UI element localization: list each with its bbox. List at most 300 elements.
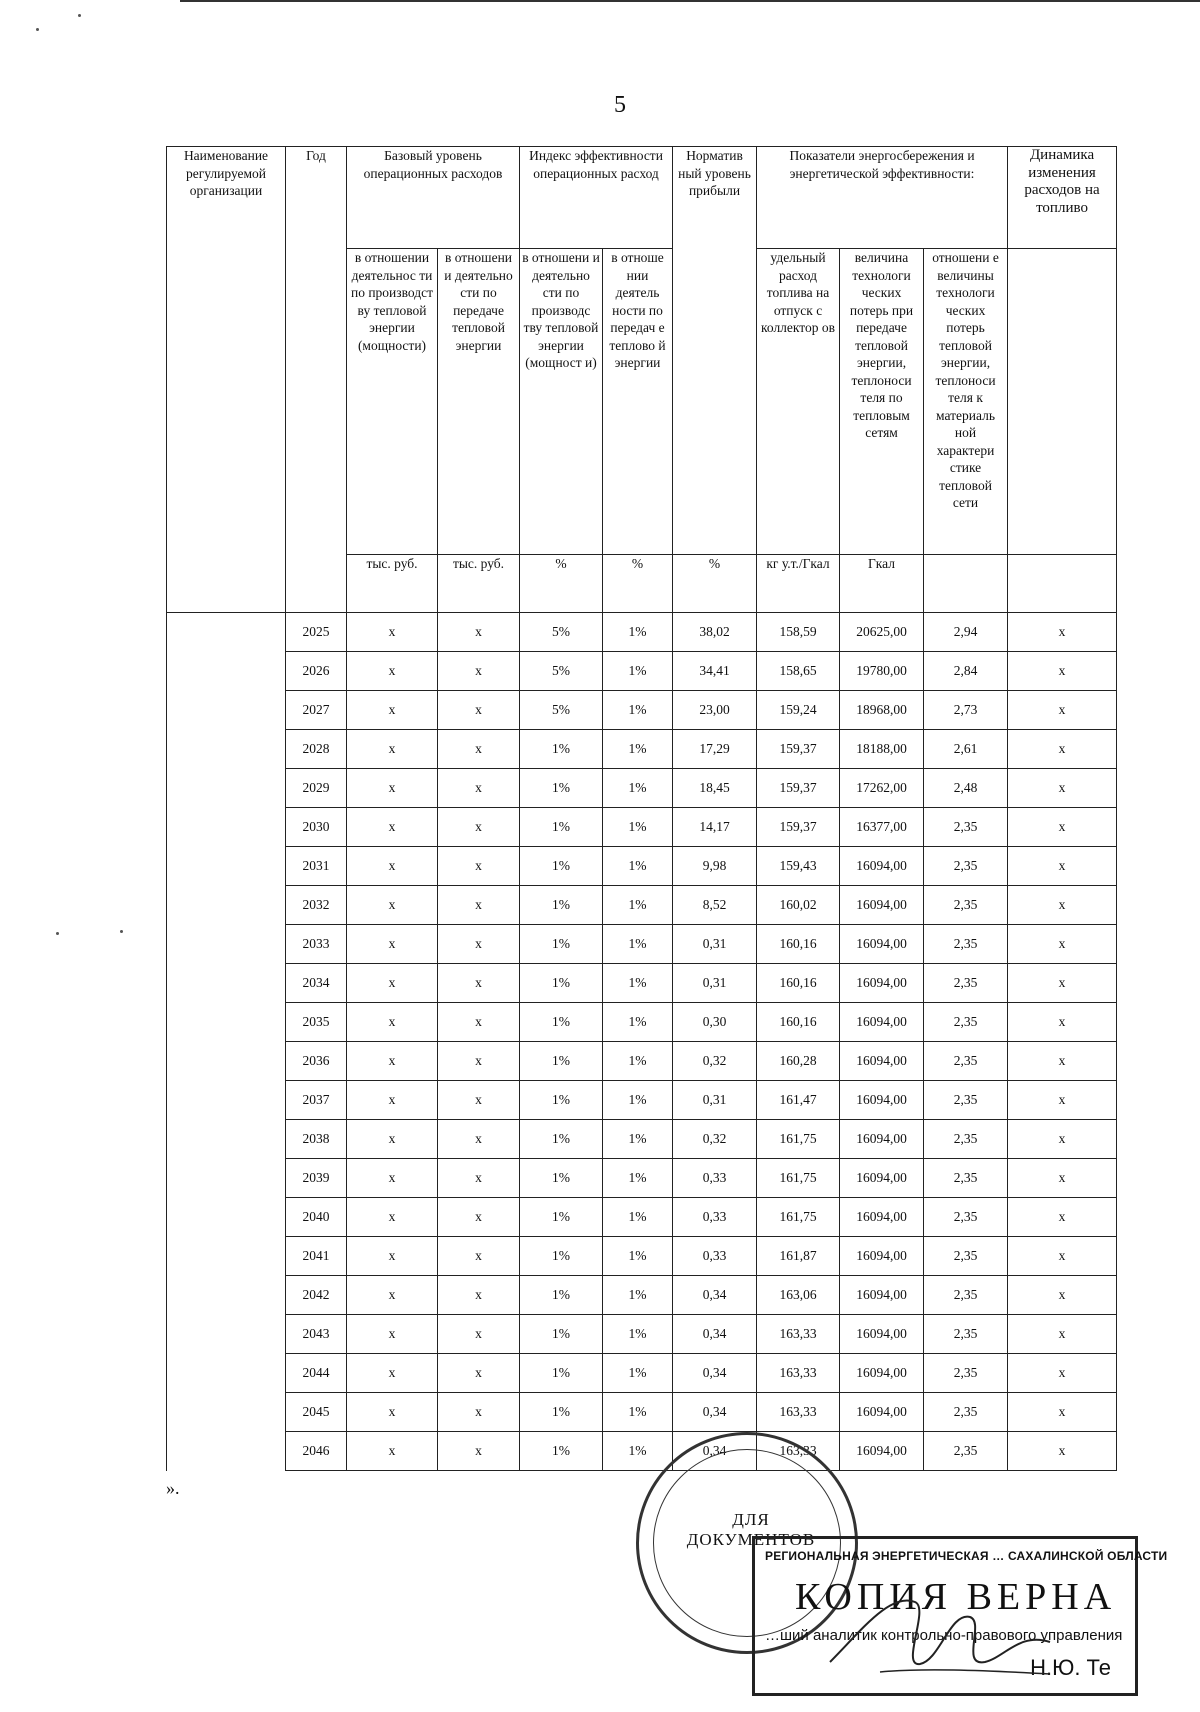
cell-c3: 1%	[520, 1081, 603, 1120]
cell-c8: 2,48	[924, 769, 1008, 808]
cell-c4: 1%	[603, 1120, 673, 1159]
cell-org	[167, 1276, 286, 1315]
cell-c2: x	[438, 1354, 520, 1393]
cell-c8: 2,35	[924, 1042, 1008, 1081]
cell-c4: 1%	[603, 613, 673, 652]
cell-c3: 1%	[520, 1159, 603, 1198]
unit-fuel-dynamics	[1008, 555, 1117, 613]
cell-c7: 20625,00	[840, 613, 924, 652]
cell-org	[167, 769, 286, 808]
stamp-title: КОПИЯ ВЕРНА	[795, 1576, 1117, 1618]
cell-c2: x	[438, 1393, 520, 1432]
cell-c2: x	[438, 1237, 520, 1276]
table-row	[167, 652, 1117, 691]
header-base-level: Базовый уровень операционных расходов	[347, 147, 520, 249]
header-fuel-dynamics: Динамика изменения расходов на топливо	[1008, 147, 1117, 249]
cell-c9: x	[1008, 1276, 1117, 1315]
cell-c8: 2,35	[924, 1432, 1008, 1471]
cell-c1: x	[347, 886, 438, 925]
cell-c2: x	[438, 1315, 520, 1354]
cell-c1: x	[347, 769, 438, 808]
cell-c3: 1%	[520, 925, 603, 964]
cell-c2: x	[438, 925, 520, 964]
cell-year: 2042	[286, 1276, 347, 1315]
scan-speck	[78, 14, 81, 17]
cell-c4: 1%	[603, 886, 673, 925]
table-row	[167, 1198, 1117, 1237]
scan-speck	[120, 930, 123, 933]
cell-org	[167, 925, 286, 964]
cell-year: 2033	[286, 925, 347, 964]
cell-c3: 1%	[520, 964, 603, 1003]
cell-org	[167, 1393, 286, 1432]
cell-c6: 160,28	[757, 1042, 840, 1081]
cell-c8: 2,35	[924, 808, 1008, 847]
table-row	[167, 847, 1117, 886]
cell-c9: x	[1008, 1081, 1117, 1120]
cell-c6: 161,75	[757, 1198, 840, 1237]
closing-quote: ».	[166, 1478, 180, 1498]
scan-edge-line	[180, 0, 1200, 2]
cell-org	[167, 1354, 286, 1393]
cell-c5: 0,34	[673, 1315, 757, 1354]
cell-c4: 1%	[603, 925, 673, 964]
cell-c6: 161,87	[757, 1237, 840, 1276]
cell-year: 2030	[286, 808, 347, 847]
unit-index-transfer: %	[603, 555, 673, 613]
cell-year: 2046	[286, 1432, 347, 1471]
table-row	[167, 964, 1117, 1003]
cell-c2: x	[438, 1081, 520, 1120]
cell-c7: 16094,00	[840, 847, 924, 886]
cell-c1: x	[347, 613, 438, 652]
cell-c4: 1%	[603, 1159, 673, 1198]
cell-c9: x	[1008, 1198, 1117, 1237]
cell-c2: x	[438, 730, 520, 769]
table-row	[167, 1432, 1117, 1471]
header-efficiency-index: Индекс эффективности операционных расход	[520, 147, 673, 249]
cell-c9: x	[1008, 730, 1117, 769]
cell-c8: 2,35	[924, 1276, 1008, 1315]
cell-c4: 1%	[603, 1237, 673, 1276]
cell-c3: 1%	[520, 1315, 603, 1354]
cell-c9: x	[1008, 964, 1117, 1003]
header-year: Год	[286, 147, 347, 613]
cell-c7: 16094,00	[840, 925, 924, 964]
cell-c9: x	[1008, 925, 1117, 964]
cell-c6: 160,16	[757, 925, 840, 964]
cell-year: 2034	[286, 964, 347, 1003]
cell-c8: 2,35	[924, 1081, 1008, 1120]
cell-c2: x	[438, 1003, 520, 1042]
table-body	[167, 613, 1117, 1471]
cell-c3: 1%	[520, 769, 603, 808]
cell-c5: 0,34	[673, 1276, 757, 1315]
cell-c1: x	[347, 964, 438, 1003]
header-specific-fuel: удельный расход топлива на отпуск с коллектор ов	[757, 249, 840, 555]
cell-c3: 1%	[520, 730, 603, 769]
cell-c5: 0,34	[673, 1393, 757, 1432]
cell-c9: x	[1008, 613, 1117, 652]
cell-c2: x	[438, 1198, 520, 1237]
cell-c1: x	[347, 925, 438, 964]
cell-c8: 2,35	[924, 964, 1008, 1003]
cell-c5: 17,29	[673, 730, 757, 769]
cell-c5: 23,00	[673, 691, 757, 730]
cell-org	[167, 964, 286, 1003]
cell-c4: 1%	[603, 847, 673, 886]
cell-org	[167, 1237, 286, 1276]
cell-c3: 1%	[520, 808, 603, 847]
table-row	[167, 1042, 1117, 1081]
cell-year: 2036	[286, 1042, 347, 1081]
cell-c7: 16094,00	[840, 1237, 924, 1276]
table-row	[167, 1003, 1117, 1042]
cell-c5: 0,31	[673, 964, 757, 1003]
cell-c4: 1%	[603, 691, 673, 730]
cell-c3: 1%	[520, 1237, 603, 1276]
unit-index-production: %	[520, 555, 603, 613]
header-loss-ratio: отношени е величины технологи ческих потерь тепловой энергии, теплоноси теля к материаль ной характери стике тепловой сети	[924, 249, 1008, 555]
cell-org	[167, 1081, 286, 1120]
cell-c7: 16094,00	[840, 1120, 924, 1159]
cell-c4: 1%	[603, 1003, 673, 1042]
header-org-name: Наименование регулируемой организации	[167, 147, 286, 613]
cell-c2: x	[438, 1042, 520, 1081]
cell-org	[167, 847, 286, 886]
cell-c1: x	[347, 1354, 438, 1393]
cell-org	[167, 808, 286, 847]
round-seal-center-text: ДЛЯ ДОКУМЕНТОВ	[686, 1510, 816, 1549]
cell-org	[167, 613, 286, 652]
cell-c6: 163,33	[757, 1354, 840, 1393]
cell-c9: x	[1008, 808, 1117, 847]
cell-year: 2045	[286, 1393, 347, 1432]
cell-c5: 0,34	[673, 1354, 757, 1393]
cell-c5: 14,17	[673, 808, 757, 847]
cell-year: 2039	[286, 1159, 347, 1198]
cell-c4: 1%	[603, 964, 673, 1003]
stamp-header: РЕГИОНАЛЬНАЯ ЭНЕРГЕТИЧЕСКАЯ … САХАЛИНСКОЙ ОБЛАСТИ	[765, 1549, 1168, 1563]
cell-c8: 2,73	[924, 691, 1008, 730]
cell-c8: 2,35	[924, 886, 1008, 925]
cell-c7: 18188,00	[840, 730, 924, 769]
table-row	[167, 691, 1117, 730]
cell-c1: x	[347, 1393, 438, 1432]
cell-c5: 0,33	[673, 1237, 757, 1276]
cell-c3: 1%	[520, 1120, 603, 1159]
cell-c6: 159,24	[757, 691, 840, 730]
cell-c8: 2,35	[924, 1003, 1008, 1042]
cell-c6: 159,43	[757, 847, 840, 886]
cell-c5: 0,34	[673, 1432, 757, 1471]
header-base-production: в отношении деятельнос ти по производст ву тепловой энергии (мощности)	[347, 249, 438, 555]
cell-c5: 8,52	[673, 886, 757, 925]
cell-c5: 38,02	[673, 613, 757, 652]
cell-c9: x	[1008, 1237, 1117, 1276]
cell-c1: x	[347, 691, 438, 730]
cell-org	[167, 1003, 286, 1042]
cell-c8: 2,35	[924, 925, 1008, 964]
header-energy-indicators: Показатели энергосбережения и энергетической эффективности:	[757, 147, 1008, 249]
cell-c4: 1%	[603, 1198, 673, 1237]
cell-c6: 161,75	[757, 1159, 840, 1198]
cell-year: 2028	[286, 730, 347, 769]
cell-c3: 1%	[520, 1354, 603, 1393]
cell-c1: x	[347, 847, 438, 886]
cell-c5: 18,45	[673, 769, 757, 808]
header-base-transfer: в отношени и деятельно сти по передаче тепловой энергии	[438, 249, 520, 555]
cell-c2: x	[438, 964, 520, 1003]
table-row	[167, 886, 1117, 925]
cell-c8: 2,35	[924, 847, 1008, 886]
cell-c7: 16377,00	[840, 808, 924, 847]
cell-c2: x	[438, 1432, 520, 1471]
cell-c8: 2,35	[924, 1393, 1008, 1432]
cell-c1: x	[347, 1237, 438, 1276]
cell-c8: 2,61	[924, 730, 1008, 769]
cell-year: 2026	[286, 652, 347, 691]
cell-c6: 161,75	[757, 1120, 840, 1159]
cell-c6: 160,02	[757, 886, 840, 925]
cell-c9: x	[1008, 691, 1117, 730]
cell-c1: x	[347, 1432, 438, 1471]
cell-c9: x	[1008, 1315, 1117, 1354]
cell-c6: 160,16	[757, 1003, 840, 1042]
cell-c7: 16094,00	[840, 886, 924, 925]
cell-c7: 16094,00	[840, 1393, 924, 1432]
cell-c8: 2,35	[924, 1237, 1008, 1276]
table-row	[167, 1354, 1117, 1393]
cell-c1: x	[347, 1315, 438, 1354]
cell-c5: 34,41	[673, 652, 757, 691]
cell-c9: x	[1008, 847, 1117, 886]
cell-org	[167, 652, 286, 691]
cell-c5: 0,33	[673, 1198, 757, 1237]
header-row-main	[167, 147, 1117, 249]
cell-year: 2031	[286, 847, 347, 886]
cell-c7: 16094,00	[840, 964, 924, 1003]
cell-c4: 1%	[603, 808, 673, 847]
table-row	[167, 1393, 1117, 1432]
table-row	[167, 1159, 1117, 1198]
cell-org	[167, 1042, 286, 1081]
cell-year: 2038	[286, 1120, 347, 1159]
cell-c2: x	[438, 652, 520, 691]
cell-c6: 163,33	[757, 1393, 840, 1432]
cell-org	[167, 1159, 286, 1198]
cell-c7: 17262,00	[840, 769, 924, 808]
cell-c4: 1%	[603, 1432, 673, 1471]
scan-speck	[56, 932, 59, 935]
cell-c3: 1%	[520, 1003, 603, 1042]
cell-c4: 1%	[603, 730, 673, 769]
table-row	[167, 808, 1117, 847]
cell-year: 2041	[286, 1237, 347, 1276]
cell-c4: 1%	[603, 1042, 673, 1081]
table-row	[167, 1315, 1117, 1354]
scan-speck	[36, 28, 39, 31]
cell-c8: 2,84	[924, 652, 1008, 691]
header-index-transfer: в отноше нии деятель ности по передач е теплово й энергии	[603, 249, 673, 555]
cell-year: 2029	[286, 769, 347, 808]
cell-c1: x	[347, 1042, 438, 1081]
cell-org	[167, 730, 286, 769]
cell-c1: x	[347, 1081, 438, 1120]
signature-icon	[820, 1572, 1060, 1682]
cell-c2: x	[438, 769, 520, 808]
cell-year: 2027	[286, 691, 347, 730]
cell-c4: 1%	[603, 1315, 673, 1354]
cell-c7: 16094,00	[840, 1081, 924, 1120]
cell-c1: x	[347, 1198, 438, 1237]
cell-c2: x	[438, 886, 520, 925]
cell-c8: 2,35	[924, 1159, 1008, 1198]
cell-c9: x	[1008, 652, 1117, 691]
cell-c5: 0,32	[673, 1042, 757, 1081]
header-tech-losses: величина технологи ческих потерь при передаче тепловой энергии, теплоноси теля по тепловым сетям	[840, 249, 924, 555]
cell-c3: 1%	[520, 847, 603, 886]
cell-c5: 9,98	[673, 847, 757, 886]
cell-year: 2037	[286, 1081, 347, 1120]
cell-c7: 19780,00	[840, 652, 924, 691]
unit-base-transfer: тыс. руб.	[438, 555, 520, 613]
cell-c7: 16094,00	[840, 1159, 924, 1198]
efficiency-table	[166, 146, 1117, 1471]
unit-normative-profit: %	[673, 555, 757, 613]
cell-year: 2035	[286, 1003, 347, 1042]
cell-c4: 1%	[603, 652, 673, 691]
cell-org	[167, 1120, 286, 1159]
cell-c9: x	[1008, 1432, 1117, 1471]
cell-c6: 163,33	[757, 1432, 840, 1471]
cell-c3: 1%	[520, 1276, 603, 1315]
cell-c6: 163,33	[757, 1315, 840, 1354]
cell-c2: x	[438, 1276, 520, 1315]
header-fuel-dynamics-sub	[1008, 249, 1117, 555]
unit-tech-losses: Гкал	[840, 555, 924, 613]
table-row	[167, 613, 1117, 652]
cell-c7: 16094,00	[840, 1276, 924, 1315]
unit-base-production: тыс. руб.	[347, 555, 438, 613]
cell-org	[167, 1198, 286, 1237]
cell-c7: 16094,00	[840, 1354, 924, 1393]
stamp-position: …ший аналитик контрольно-правового управления	[765, 1627, 1123, 1644]
cell-c8: 2,35	[924, 1354, 1008, 1393]
cell-c1: x	[347, 1120, 438, 1159]
cell-c6: 160,16	[757, 964, 840, 1003]
cell-c1: x	[347, 730, 438, 769]
cell-year: 2032	[286, 886, 347, 925]
cell-year: 2043	[286, 1315, 347, 1354]
cell-org	[167, 1315, 286, 1354]
cell-c1: x	[347, 1003, 438, 1042]
cell-c6: 158,65	[757, 652, 840, 691]
cell-year: 2040	[286, 1198, 347, 1237]
cell-c4: 1%	[603, 1276, 673, 1315]
cell-c3: 5%	[520, 691, 603, 730]
cell-c7: 16094,00	[840, 1198, 924, 1237]
cell-c7: 16094,00	[840, 1003, 924, 1042]
cell-c3: 1%	[520, 1042, 603, 1081]
header-normative-profit: Норматив ный уровень прибыли	[673, 147, 757, 555]
cell-c1: x	[347, 652, 438, 691]
cell-org	[167, 691, 286, 730]
cell-c9: x	[1008, 886, 1117, 925]
cell-c4: 1%	[603, 1081, 673, 1120]
cell-c3: 1%	[520, 1393, 603, 1432]
cell-c9: x	[1008, 1042, 1117, 1081]
cell-c5: 0,31	[673, 1081, 757, 1120]
table-row	[167, 1081, 1117, 1120]
cell-c4: 1%	[603, 1354, 673, 1393]
table-row	[167, 1237, 1117, 1276]
cell-c7: 16094,00	[840, 1042, 924, 1081]
cell-c3: 1%	[520, 886, 603, 925]
cell-c9: x	[1008, 769, 1117, 808]
cell-c2: x	[438, 691, 520, 730]
cell-org	[167, 1432, 286, 1471]
cell-c5: 0,31	[673, 925, 757, 964]
cell-c9: x	[1008, 1393, 1117, 1432]
cell-c9: x	[1008, 1159, 1117, 1198]
cell-c6: 161,47	[757, 1081, 840, 1120]
cell-org	[167, 886, 286, 925]
page-number: 5	[614, 92, 626, 118]
table-row	[167, 769, 1117, 808]
cell-c6: 159,37	[757, 769, 840, 808]
cell-year: 2044	[286, 1354, 347, 1393]
cell-c9: x	[1008, 1003, 1117, 1042]
cell-c8: 2,35	[924, 1120, 1008, 1159]
cell-c9: x	[1008, 1354, 1117, 1393]
cell-c3: 5%	[520, 613, 603, 652]
cell-c9: x	[1008, 1120, 1117, 1159]
cell-c1: x	[347, 808, 438, 847]
cell-c7: 16094,00	[840, 1432, 924, 1471]
cell-c5: 0,33	[673, 1159, 757, 1198]
cell-c6: 159,37	[757, 808, 840, 847]
table-row	[167, 1276, 1117, 1315]
cell-c6: 158,59	[757, 613, 840, 652]
cell-c5: 0,32	[673, 1120, 757, 1159]
stamp-name: Н.Ю. Те	[1030, 1655, 1111, 1680]
table-row	[167, 730, 1117, 769]
cell-c2: x	[438, 613, 520, 652]
cell-year: 2025	[286, 613, 347, 652]
unit-loss-ratio	[924, 555, 1008, 613]
cell-c8: 2,35	[924, 1315, 1008, 1354]
cell-c3: 5%	[520, 652, 603, 691]
cell-c2: x	[438, 808, 520, 847]
table-row	[167, 1120, 1117, 1159]
cell-c7: 16094,00	[840, 1315, 924, 1354]
cell-c2: x	[438, 1159, 520, 1198]
cell-c7: 18968,00	[840, 691, 924, 730]
header-index-production: в отношени и деятельно сти по производс тву тепловой энергии (мощност и)	[520, 249, 603, 555]
cell-c3: 1%	[520, 1198, 603, 1237]
cell-c2: x	[438, 847, 520, 886]
cell-c4: 1%	[603, 769, 673, 808]
cell-c5: 0,30	[673, 1003, 757, 1042]
table-row	[167, 925, 1117, 964]
unit-specific-fuel: кг у.т./Гкал	[757, 555, 840, 613]
cell-c6: 159,37	[757, 730, 840, 769]
cell-c4: 1%	[603, 1393, 673, 1432]
cell-c1: x	[347, 1276, 438, 1315]
cell-c8: 2,35	[924, 1198, 1008, 1237]
cell-c3: 1%	[520, 1432, 603, 1471]
